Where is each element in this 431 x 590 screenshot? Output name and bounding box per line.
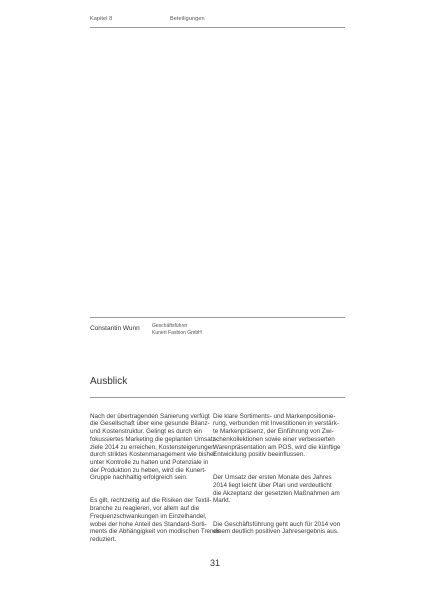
caption-rule xyxy=(90,317,345,318)
section-label: Beteiligungen xyxy=(170,16,205,22)
left-paragraph-2: Es gilt, rechtzeitig auf die Risiken der Textil- branche zu reagieren, vor allem auf die Frequenzschwankungen im Einzelhandel, wobei der hohe Anteil des Standard-Sorti- ments die Abhängigkeit von modischen Trends reduziert. xyxy=(90,497,221,543)
header-rule xyxy=(90,27,345,28)
section-title: Ausblick xyxy=(90,376,128,387)
left-paragraph-1: Nach der übertragenden Sanierung verfügt die Gesellschaft über eine gesunde Bilanz- und Kostenstruktur. Gelingt es durch ein fokussiertes Marketing die geplanten Umsatz- ziele 2014 zu erreichen, Kostensteigerungen durch striktes Kostenmanagement wie bisher unter Kontrolle zu halten und Potenziale in der Produktion zu heben, wird die Kunert- Gruppe nachhaltig erfolgreich sein. xyxy=(90,412,218,482)
author-role-title: Geschäftsführer xyxy=(152,323,188,329)
right-paragraph-3: Die Geschäftsführung geht auch für 2014 von einem deutlich positiven Jahresergebnis aus. xyxy=(213,520,341,536)
author-role-company: Kunert Fashion GmbH xyxy=(152,330,202,336)
right-paragraph-2: Der Umsatz der ersten Monate des Jahres 2014 liegt leicht über Plan und verdeutlicht die Akzeptanz der gesetzten Maßnahmen am Markt. xyxy=(213,474,340,505)
right-paragraph-1: Die klare Sortiments- und Markenpositionie- rung, verbunden mit Investitionen in verstärk- te Markenpräsenz, der Einführung von Zwi- schenkollektionen sowie einer verbesserten Warenpräsentation am POS, wird die künftige Entwicklung positiv beeinflussen. xyxy=(213,412,341,459)
author-role xyxy=(152,323,202,337)
author-name: Constantin Wunn xyxy=(90,325,140,332)
title-rule xyxy=(90,397,345,398)
page-number: 31 xyxy=(210,558,221,568)
left-column xyxy=(90,405,225,559)
right-column xyxy=(213,405,353,551)
chapter-label: Kapitel 8 xyxy=(90,16,113,22)
